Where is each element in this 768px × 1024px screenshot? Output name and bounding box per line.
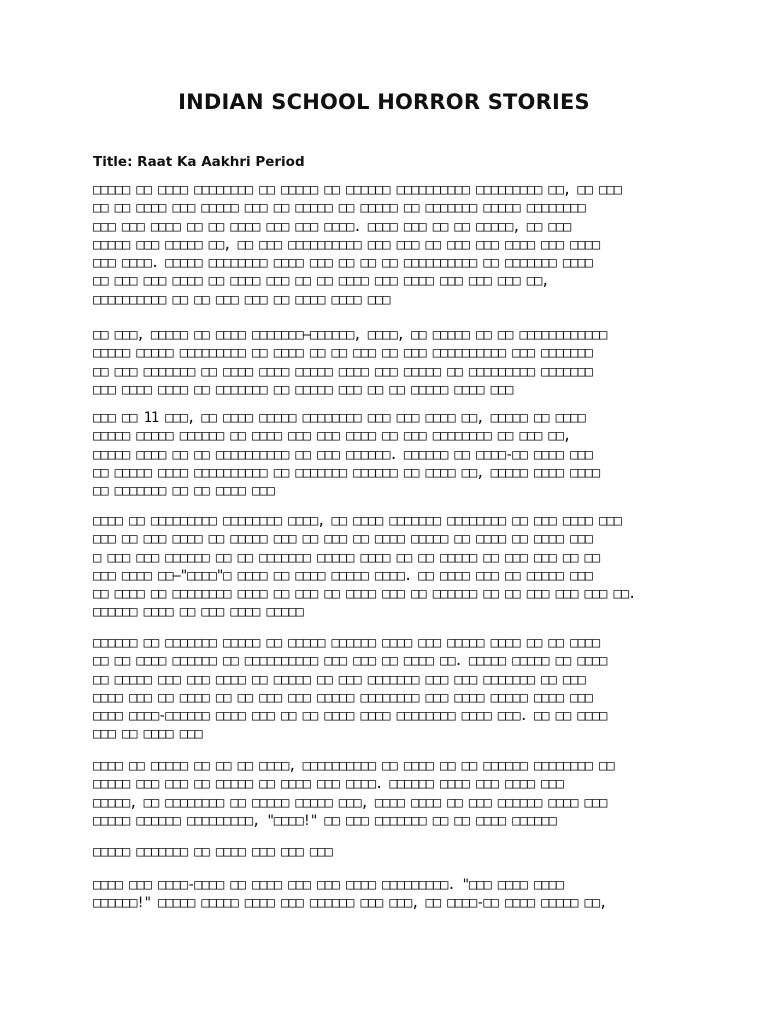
paragraph-8 xyxy=(93,876,678,913)
text-line: □□□□ □□ □□□□□□□□□ □□□□□□□□ □□□□, □□ □□□□ □□□□□□□ □□□□□□□□ □□ □□□ □□□□ □□□ xyxy=(93,513,621,529)
text-line: □□□□□□ □□ □□□□□□□ □□□□□ □□ □□□□□ □□□□□□ □□□□ □□□ □□□□□ □□□□ □□ □□ □□□□ xyxy=(93,635,600,651)
text-line: □□□□ □□ □□□□□ □□ □□ □□ □□□□, □□□□□□□□□□ □□ □□□□ □□ □□ □□□□□□ □□□□□□□□ □□ xyxy=(93,758,614,774)
text-line: □□ □□□, □□□□□ □□ □□□□ □□□□□□□—□□□□□□, □□□□, □□ □□□□□ □□ □□ □□□□□□□□□□□□ xyxy=(93,327,607,343)
paragraph-3 xyxy=(93,409,678,500)
text-line: □□□ □□ □□□□ □□□ xyxy=(93,726,202,743)
paragraph-2 xyxy=(93,326,678,399)
text-line: □□□□□ □□□ □□□□□ □□, □□ □□□ □□□□□□□□□□ □□□ □□□ □□ □□□ □□□ □□□□ □□□ □□□□ xyxy=(93,236,600,253)
text-line: □□ □□□ □□□ □□□□ □□ □□□□ □□□ □□ □□ □□□□ □□□ □□□□ □□□ □□□ □□□ □□, xyxy=(93,273,549,290)
document-title: INDIAN SCHOOL HORROR STORIES xyxy=(178,90,590,114)
text-line: □□□□□, □□ □□□□□□□□ □□ □□□□□ □□□□□ □□□, □□□□ □□□□ □□ □□□ □□□□□□ □□□□ □□□ xyxy=(93,794,607,811)
text-line: □□□□ □□□ □□□□-□□□□ □□ □□□□ □□□ □□□ □□□□ □□□□□□□□□. "□□□ □□□□ □□□□ xyxy=(93,877,563,893)
text-line: □□□□□□□□□□ □□ □□ □□□ □□□ □□ □□□□ □□□□ □□□ xyxy=(93,291,390,308)
text-line: □□□□□ □□□□□ □□□□□□□□□ □□ □□□□ □□ □□ □□□ □□ □□□ □□□□□□□□□□ □□□ □□□□□□□ xyxy=(93,345,592,362)
text-line: □□ □□□□□□□ □□ □□ □□□□ □□□ xyxy=(93,483,274,500)
text-line: □□ □□ □□□□ □□□ □□□□□ □□□ □□ □□□□□ □□ □□□□□ □□ □□□□□□□ □□□□□ □□□□□□□□ xyxy=(93,200,585,217)
text-line: □□□□□ □□□□□□ □□□□□□□□□, "□□□□!" □□ □□□ □□□□□□□ □□ □□ □□□□ □□□□□□ xyxy=(93,812,556,829)
text-line: □□□ □□□□. □□□□□ □□□□□□□□ □□□□ □□□ □□ □□ □□ □□□□□□□□□□ □□ □□□□□□□ □□□□ xyxy=(93,255,592,272)
paragraph-4 xyxy=(93,512,678,622)
text-line: □□□□□ □□□ □□□ □□ □□□□□ □□ □□□□ □□□ □□□□. □□□□□□ □□□□ □□□ □□□□ □□□ xyxy=(93,776,563,793)
story-subtitle: Title: Raat Ka Aakhri Period xyxy=(93,154,305,170)
text-line: □□ □□□□ □□ □□□□□□□□ □□□□ □□ □□□ □□ □□□□ □□□ □□ □□□□□□ □□ □□ □□□ □□□ □□□ □□. xyxy=(93,586,636,603)
text-line: □□ □□□□□ □□□ □□□ □□□□ □□ □□□□□ □□ □□□ □□□□□□□ □□□ □□□ □□□□□□□ □□ □□□ xyxy=(93,671,585,688)
text-line: □□□ □□□ □□□□ □□ □□ □□□□ □□□ □□□ □□□□. □□□□ □□□ □□ □□ □□□□□, □□ □□□ xyxy=(93,218,571,235)
text-line: □□□□□ □□□□ □□ □□ □□□□□□□□□□ □□ □□□ □□□□□□. □□□□□□ □□ □□□□-□□ □□□□ □□□ xyxy=(93,446,592,463)
text-line: □□ □□□□□ □□□□ □□□□□□□□□□ □□ □□□□□□□ □□□□□□ □□ □□□□ □□, □□□□□ □□□□ □□□□ xyxy=(93,464,600,481)
text-line: □ □□□ □□□ □□□□□□ □□ □□ □□□□□□□ □□□□□ □□□□ □□ □□ □□□□□ □□ □□□ □□□ □□ □□ xyxy=(93,549,600,566)
text-line: □□□□□□ □□□□ □□ □□□ □□□□ □□□□□ xyxy=(93,604,303,621)
text-line: □□□ □□□□ □□—"□□□□"□ □□□□ □□ □□□□ □□□□□ □□□□. □□ □□□□ □□□ □□ □□□□□ □□□ xyxy=(93,567,592,584)
paragraph-7 xyxy=(93,843,678,861)
text-line: □□□□ □□□ □□ □□□□ □□ □□ □□□ □□□ □□□□□ □□□□□□□□ □□□ □□□□ □□□□□ □□□□ □□□ xyxy=(93,689,592,706)
text-line: □□□ □□ 11 □□□, □□ □□□□ □□□□□ □□□□□□□□ □□□ □□□ □□□□ □□, □□□□□ □□ □□□□ xyxy=(93,410,585,426)
paragraph-1 xyxy=(93,181,678,309)
text-line: □□ □□□ □□□□□□□ □□ □□□□ □□□□ □□□□□ □□□□ □□□ □□□□□ □□ □□□□□□□□□ □□□□□□□ xyxy=(93,363,592,380)
text-line: □□□□□ □□□□□ □□□□□□ □□ □□□□ □□□ □□□ □□□□ □□ □□□ □□□□□□□□ □□ □□□ □□, xyxy=(93,428,571,445)
text-line: □□□ □□□□ □□□□ □□ □□□□□□□ □□ □□□□□ □□□ □□ □□ □□□□□ □□□□ □□□ xyxy=(93,381,513,398)
paragraph-5 xyxy=(93,634,678,744)
paragraph-6 xyxy=(93,757,678,830)
text-line: □□□□□ □□□□□□□ □□ □□□□ □□□ □□□ □□□ xyxy=(93,844,332,860)
text-line: □□ □□ □□□□ □□□□□□ □□ □□□□□□□□□□ □□□ □□□ □□ □□□□ □□. □□□□□ □□□□□ □□ □□□□ xyxy=(93,653,607,670)
text-line: □□□□□□!" □□□□□ □□□□□ □□□□ □□□ □□□□□□ □□□ □□□, □□ □□□□-□□ □□□□ □□□□□ □□, xyxy=(93,895,607,912)
text-line: □□□□□ □□ □□□□ □□□□□□□□ □□ □□□□□ □□ □□□□□□ □□□□□□□□□□ □□□□□□□□□ □□, □□ □□□ xyxy=(93,182,621,198)
text-line: □□□ □□ □□□ □□□□ □□ □□□□□ □□□ □□ □□□ □□ □□□□ □□□□□ □□ □□□□ □□ □□□□ □□□ xyxy=(93,531,592,548)
text-line: □□□□ □□□□-□□□□□□ □□□□ □□□ □□ □□ □□□□ □□□□ □□□□□□□□ □□□□ □□□. □□ □□ □□□□ xyxy=(93,708,607,725)
